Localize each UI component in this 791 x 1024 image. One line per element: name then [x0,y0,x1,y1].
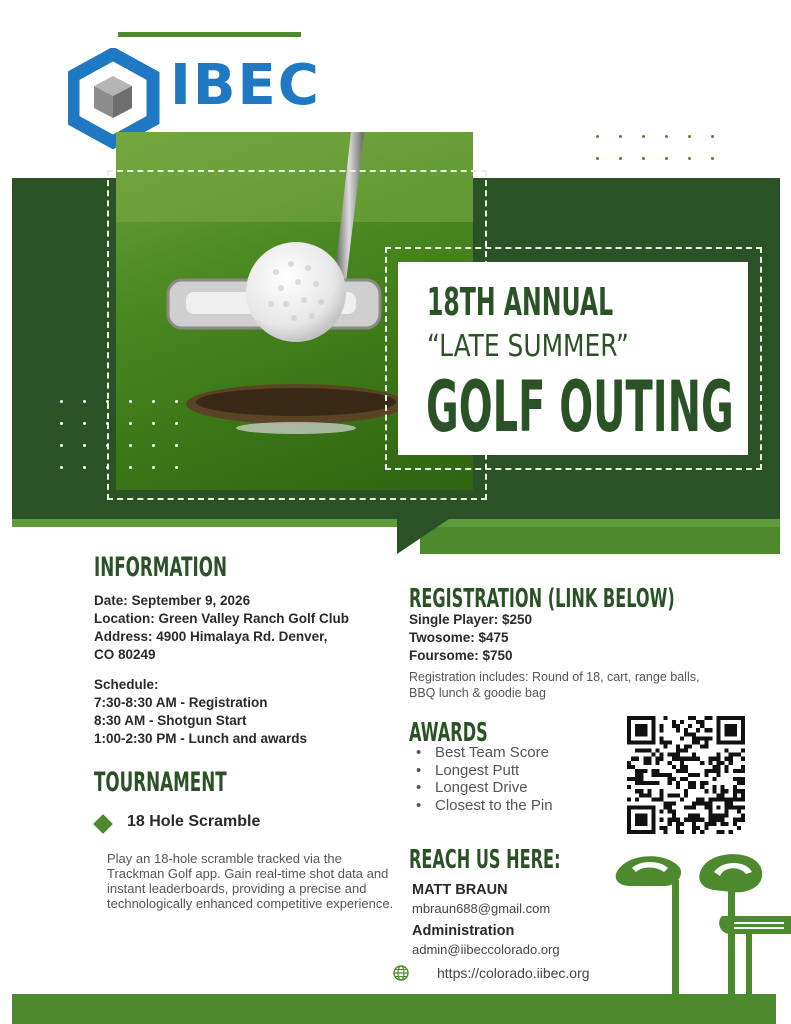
information-heading: INFORMATION [94,552,227,583]
registration-note: Registration includes: Round of 18, cart, range balls, BBQ lunch & goodie bag [409,670,700,700]
dot [106,400,109,403]
title-line-golf-outing: GOLF OUTING [426,366,734,448]
dot [619,157,622,160]
diamond-bullet-icon [93,814,113,834]
info-date: Date: September 9, 2026 [94,593,251,608]
decorative-dots [60,400,198,488]
dot [83,400,86,403]
dot [175,466,178,469]
band-strip [420,527,780,554]
tournament-description: Play an 18-hole scramble tracked via the Trackman Golf app. Gain real-time shot data and instant leaderboards, providing a precise and technologically enhanced competitive experience. [107,851,394,911]
award-item: • Best Team Score [416,744,553,762]
schedule-item: 1:00-2:30 PM - Lunch and awards [94,731,308,746]
dot [688,157,691,160]
award-item: • Longest Putt [416,762,553,780]
tournament-heading: TOURNAMENT [94,767,227,798]
logo-wordmark: IBEC [170,53,321,118]
dot [83,466,86,469]
contact-email-link[interactable]: mbraun688@gmail.com [412,901,551,916]
dot [152,444,155,447]
admin-email-link[interactable]: admin@iibeccolorado.org [412,942,560,957]
contact-heading: REACH US HERE: [409,845,561,875]
title-line-annual: 18TH ANNUAL [427,280,614,324]
dot [106,422,109,425]
band-divider [12,519,780,527]
dot [129,422,132,425]
dot [596,135,599,138]
dot [688,135,691,138]
price-foursome: Foursome: $750 [409,648,513,663]
dot [60,422,63,425]
dot [60,466,63,469]
golf-clubs-icon [610,850,791,1000]
dot [642,135,645,138]
dot [129,466,132,469]
top-accent-line [118,32,301,37]
registration-prices [409,611,532,665]
dot [129,400,132,403]
dot [129,444,132,447]
info-location: Location: Green Valley Ranch Golf Club [94,611,350,626]
dot [152,422,155,425]
globe-icon [393,965,409,981]
dot [175,400,178,403]
dot [642,157,645,160]
website-link[interactable]: https://colorado.iibec.org [437,965,590,981]
tournament-format: 18 Hole Scramble [127,813,261,830]
dot [175,422,178,425]
dot [106,466,109,469]
registration-heading: REGISTRATION (LINK BELOW) [409,584,675,614]
contact-name: MATT BRAUN [412,882,508,898]
dot [60,444,63,447]
schedule-item: 8:30 AM - Shotgun Start [94,713,247,728]
schedule [94,676,307,748]
price-single: Single Player: $250 [409,612,533,627]
dot [711,135,714,138]
schedule-label: Schedule: [94,677,159,692]
dot [152,400,155,403]
dot [152,466,155,469]
award-item: • Closest to the Pin [416,797,553,815]
dot [665,157,668,160]
dot [106,444,109,447]
information-details [94,592,349,664]
dot [83,444,86,447]
dot [175,444,178,447]
footer-bar [12,994,776,1024]
info-address-zip: CO 80249 [94,647,156,662]
dot [711,157,714,160]
awards-list [416,744,553,814]
info-address: Address: 4900 Himalaya Rd. Denver, [94,629,328,644]
dot [83,422,86,425]
qr-code-icon[interactable] [627,716,745,834]
dot [619,135,622,138]
dot [60,400,63,403]
awards-heading: AWARDS [409,718,488,748]
dot [665,135,668,138]
title-line-late-summer: “LATE SUMMER” [427,329,629,364]
schedule-item: 7:30-8:30 AM - Registration [94,695,268,710]
price-twosome: Twosome: $475 [409,630,509,645]
admin-label: Administration [412,923,515,939]
dot [596,157,599,160]
award-item: • Longest Drive [416,779,553,797]
